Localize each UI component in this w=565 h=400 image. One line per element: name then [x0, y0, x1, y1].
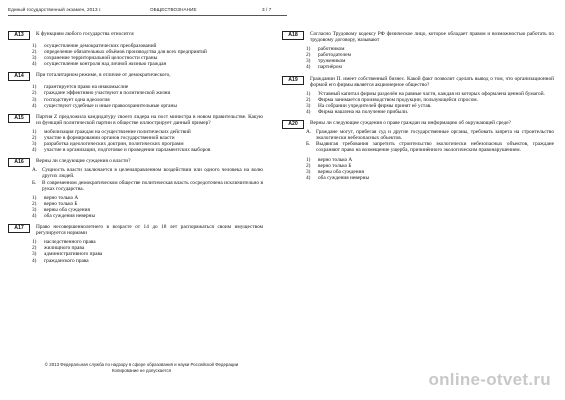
- answer-option-number: 2): [306, 52, 311, 59]
- question-block: [8, 158, 263, 219]
- statement-label: А.: [32, 167, 38, 174]
- answer-option-text: существуют судебные и иные правоохранительные органы: [44, 102, 177, 109]
- answer-option-number: 3): [306, 102, 311, 109]
- answer-option-text: работодателем: [318, 52, 351, 59]
- question-body: [306, 91, 554, 115]
- header-subject: ОБЩЕСТВОЗНАНИЕ: [150, 7, 197, 12]
- statement-text: Выдвигая требования запретить строительство экологически небезопасных объектов, граждане сохраняют право на возмещение ущерба, причинённого экологическим правонарушением.: [316, 141, 554, 154]
- answer-option-number: 1): [32, 239, 37, 246]
- answer-option-text: оба суждения неверны: [44, 212, 96, 219]
- answer-option-text: осуществление контроля над личной жизнью граждан: [44, 61, 167, 68]
- answer-options: [306, 91, 554, 115]
- answer-option-text: участие в организации, подготовке и проведении парламентских выборов: [44, 147, 211, 154]
- answer-option-number: 3): [32, 251, 37, 258]
- question-text: К функциям любого государства относится: [36, 31, 134, 37]
- answer-option: [32, 147, 263, 153]
- answer-option-number: 4): [32, 102, 37, 109]
- question-header: [282, 76, 554, 88]
- answer-option-number: 2): [32, 49, 37, 56]
- answer-option-number: 2): [32, 135, 37, 142]
- question-block: [8, 31, 263, 67]
- answer-option-number: 2): [32, 90, 37, 97]
- answer-option-text: административного права: [44, 251, 103, 258]
- statement: [306, 141, 554, 153]
- answer-option-number: 4): [32, 212, 37, 219]
- footer-copyright: © 2013 Федеральная служба по надзору в сфере образования и науки Российской Федерации: [44, 362, 239, 367]
- answer-option: [32, 258, 263, 264]
- answer-option-number: 4): [32, 61, 37, 68]
- question-text: Гражданин П. имеет собственный бизнес. Какой факт позволит сделать вывод о том, что организационной формой его фирмы является акционерное общество?: [310, 75, 554, 88]
- question-text: Партия Z предложила кандидатуру своего лидера на пост министра в новом правительстве. Какую из функций политической партии в обществе иллюстрирует данный пример?: [36, 113, 263, 126]
- answer-option: [306, 109, 554, 115]
- question-body: [32, 84, 263, 108]
- answer-options: [32, 239, 263, 263]
- answer-option-number: 4): [306, 64, 311, 71]
- answer-option-text: Фирма нашлена на получение прибыли.: [318, 109, 409, 116]
- question-number: A15: [8, 114, 30, 123]
- answer-option-text: жилищного права: [44, 245, 85, 252]
- question-header: [8, 31, 263, 40]
- answer-option-number: 3): [32, 55, 37, 62]
- header-divider: [8, 15, 287, 16]
- answer-option-number: 3): [306, 58, 311, 65]
- answer-option-number: 4): [306, 174, 311, 181]
- answer-option-number: 2): [306, 162, 311, 169]
- header-exam: Единый государственный экзамен, 2013 г.: [8, 7, 102, 12]
- answer-option-number: 1): [32, 84, 37, 91]
- question-header: [8, 158, 263, 167]
- statement-text: Граждане могут, прибегая суд и другие государственные органы, требовать запрета на строительство экологически небезопасных объектов.: [316, 129, 554, 142]
- answer-option-number: 1): [306, 90, 311, 97]
- answer-options: [306, 157, 554, 181]
- question-header: [282, 31, 554, 43]
- question-block: [282, 76, 554, 116]
- answer-option-text: тружеником: [318, 58, 346, 65]
- question-number: A16: [8, 158, 30, 167]
- answer-option-text: господствует одна идеология: [44, 96, 110, 103]
- answer-option-text: верно только Б: [318, 162, 352, 169]
- left-column: [8, 31, 263, 269]
- answer-option-text: верны оба суждения: [44, 206, 90, 213]
- answer-option-number: 2): [32, 245, 37, 252]
- answer-option-number: 1): [32, 128, 37, 135]
- question-text: Верны ли следующие суждения о праве граждан на информацию об окружающей среде?: [310, 120, 511, 127]
- answer-options: [306, 46, 554, 70]
- statement-text: В современном демократическом обществе политическая власть сосредоточена исключительно в руках государства.: [42, 179, 263, 192]
- answer-option-number: 1): [32, 194, 37, 201]
- answer-option-text: оба суждения неверны: [318, 174, 370, 181]
- answer-option-text: гарантируется право на инакомыслие: [44, 84, 129, 91]
- answer-option-number: 2): [32, 200, 37, 207]
- question-text: Право несовершеннолетнего в возрасте от 14 до 18 лет распоряжаться своим имуществом регулируется нормами: [36, 224, 263, 237]
- answer-option-text: разработка идеологических доктрин, политических программ: [44, 141, 184, 148]
- statement-label: А.: [306, 129, 312, 136]
- answer-option-text: наследственного права: [44, 239, 96, 246]
- answer-option-number: 3): [32, 206, 37, 213]
- question-header: [282, 120, 554, 129]
- question-body: [306, 46, 554, 70]
- question-header: [8, 114, 263, 126]
- answer-option-text: Фирма занимается производством продукции, пользующейся спросом.: [318, 96, 478, 103]
- answer-option-text: гражданского права: [44, 257, 89, 264]
- answer-option: [306, 175, 554, 181]
- question-number: A17: [8, 224, 30, 233]
- answer-option-number: 4): [32, 147, 37, 154]
- answer-option-text: мобилизация граждан на осуществление политических действий: [44, 128, 191, 135]
- answer-option-text: сохранение территориальной целостности страны: [44, 55, 158, 62]
- question-block: [8, 72, 263, 108]
- answer-option-text: определение обязательных объёмов производства для всех предприятий: [44, 49, 207, 56]
- statement-label: Б.: [32, 179, 37, 186]
- answer-option-number: 4): [306, 109, 311, 116]
- answer-option-number: 1): [306, 156, 311, 163]
- question-body: [32, 167, 263, 219]
- question-block: [8, 224, 263, 264]
- question-number: A20: [282, 120, 304, 129]
- question-text: При тоталитарном режиме, в отличие от демократического,: [36, 72, 171, 79]
- header-page: 3 / 7: [262, 7, 272, 12]
- answer-option-text: граждане эффективно участвуют в политической жизни: [44, 90, 171, 97]
- answer-option-number: 2): [306, 96, 311, 103]
- answer-option-text: участие в формировании органов государственной власти: [44, 135, 175, 142]
- watermark-logo: online-otvet.ru: [428, 370, 551, 389]
- question-number: A13: [8, 31, 30, 40]
- answer-option: [32, 61, 263, 67]
- footer-copy-notice: Копирование не допускается: [111, 368, 172, 373]
- question-number: A14: [8, 72, 30, 81]
- statement: [32, 167, 263, 179]
- answer-options: [32, 43, 263, 67]
- answer-option: [32, 213, 263, 219]
- answer-options: [32, 84, 263, 108]
- footer: [0, 362, 283, 374]
- answer-option-number: 1): [32, 43, 37, 49]
- question-number: A19: [282, 76, 304, 85]
- answer-option-text: работником: [318, 46, 345, 53]
- question-block: [8, 114, 263, 154]
- question-body: [32, 129, 263, 153]
- question-block: [282, 31, 554, 71]
- answer-option-number: 4): [32, 257, 37, 264]
- statement: [306, 129, 554, 141]
- answer-option-text: верны оба суждения: [318, 168, 364, 175]
- right-column: [282, 31, 554, 186]
- answer-options: [32, 129, 263, 153]
- statement-text: Сущность власти заключается в целенаправленном воздействии или одного человека на волю других людей.: [42, 167, 263, 180]
- question-header: [8, 224, 263, 236]
- question-number: A18: [282, 31, 304, 40]
- question-body: [32, 43, 263, 67]
- answer-option-number: 3): [32, 96, 37, 103]
- answer-option-text: верно только А: [318, 156, 353, 163]
- answer-option-number: 1): [306, 46, 311, 53]
- answer-option-text: верно только А: [44, 194, 79, 201]
- answer-option-text: На собрании учредителей фирмы принят её устав.: [318, 102, 432, 109]
- answer-option: [32, 103, 263, 109]
- answer-option-text: партнёром: [318, 64, 342, 71]
- statement: [32, 180, 263, 192]
- answer-options: [32, 195, 263, 219]
- answer-option-number: 3): [306, 168, 311, 175]
- answer-option-number: 3): [32, 141, 37, 148]
- answer-option-text: Уставный капитал фирмы разделён на равные части, каждая из которых оформлена ценной бумагой.: [318, 90, 545, 97]
- answer-option-text: осуществление демократических преобразований: [44, 43, 157, 49]
- question-text: Согласно Трудовому кодексу РФ физическое лицо, которое обладает правом и возможностью работать по трудовому договору, называют: [310, 31, 554, 44]
- answer-option: [306, 64, 554, 70]
- statement-label: Б.: [306, 141, 311, 148]
- question-body: [32, 239, 263, 263]
- question-text: Верны ли следующие суждения о власти?: [36, 158, 131, 165]
- question-header: [8, 72, 263, 81]
- question-body: [306, 129, 554, 181]
- question-block: [282, 120, 554, 181]
- answer-option-text: верно только Б: [44, 200, 78, 207]
